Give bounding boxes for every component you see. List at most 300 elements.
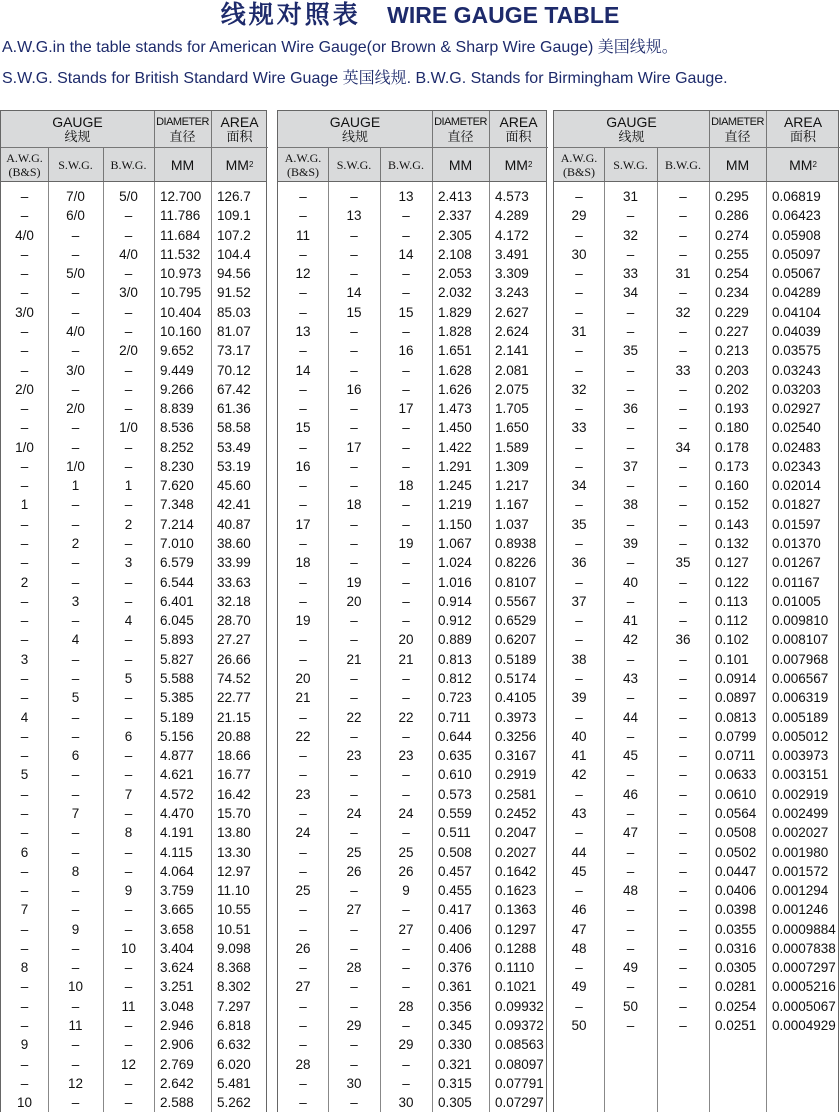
cell-swg: – bbox=[626, 420, 635, 436]
cell-area-mm2: 0.8938 bbox=[495, 536, 537, 552]
table-row bbox=[1, 1093, 266, 1112]
cell-bwg: – bbox=[402, 497, 410, 513]
cell-bwg: – bbox=[679, 979, 687, 995]
cell-bwg: – bbox=[124, 709, 133, 725]
cell-awg: 46 bbox=[571, 902, 587, 918]
cell-bwg: – bbox=[679, 902, 687, 918]
cell-awg: – bbox=[575, 401, 583, 417]
cell-swg: – bbox=[71, 902, 80, 918]
cell-diameter-mm: 3.251 bbox=[160, 979, 194, 995]
table-row bbox=[1, 1055, 266, 1074]
table-row bbox=[278, 245, 546, 264]
area-header bbox=[766, 111, 840, 148]
cell-awg: – bbox=[575, 574, 583, 590]
cell-diameter-mm: 0.0502 bbox=[715, 844, 757, 860]
cell-awg: 11 bbox=[295, 227, 310, 243]
cell-awg: – bbox=[299, 1075, 307, 1091]
cell-awg: – bbox=[575, 671, 583, 686]
gauge-header-en: GAUGE bbox=[52, 114, 103, 130]
cell-area-mm2: 3.491 bbox=[495, 246, 529, 262]
cell-awg: 24 bbox=[295, 825, 311, 841]
cell-area-mm2: 0.07297 bbox=[495, 1095, 544, 1111]
cell-awg: 21 bbox=[295, 690, 311, 706]
cell-swg: – bbox=[71, 883, 80, 899]
table-row bbox=[1, 939, 266, 958]
cell-swg: 43 bbox=[622, 671, 639, 686]
cell-swg: 22 bbox=[346, 709, 362, 725]
cell-diameter-mm: 0.0799 bbox=[715, 728, 757, 744]
cell-swg: 42 bbox=[622, 632, 639, 648]
cell-bwg: – bbox=[679, 1018, 687, 1034]
cell-awg: 1 bbox=[20, 497, 29, 513]
cell-bwg: – bbox=[402, 979, 410, 995]
cell-bwg: – bbox=[679, 574, 687, 590]
cell-diameter-mm: 0.455 bbox=[438, 883, 472, 899]
cell-bwg: – bbox=[124, 1075, 133, 1091]
cell-diameter-mm: 8.536 bbox=[160, 420, 194, 436]
cell-area-mm2: 67.42 bbox=[217, 381, 251, 397]
gauge-header-cn: 线规 bbox=[64, 130, 91, 145]
cell-diameter-mm: 7.214 bbox=[160, 516, 194, 532]
cell-bwg: – bbox=[402, 613, 410, 629]
gauge-header-cn: 线规 bbox=[618, 130, 645, 145]
table-row bbox=[278, 264, 546, 283]
cell-area-mm2: 0.0007838 bbox=[772, 940, 836, 956]
cell-swg: 14 bbox=[346, 285, 362, 301]
cell-area-mm2: 0.04104 bbox=[772, 304, 821, 320]
table-row bbox=[1, 380, 266, 399]
cell-diameter-mm: 0.610 bbox=[438, 767, 472, 783]
area-header bbox=[489, 111, 548, 148]
cell-area-mm2: 0.005189 bbox=[772, 709, 829, 725]
cell-bwg: – bbox=[679, 998, 687, 1014]
cell-awg: 3 bbox=[20, 651, 29, 667]
cell-swg: 49 bbox=[622, 960, 639, 976]
awg-header bbox=[1, 148, 48, 181]
cell-bwg: – bbox=[124, 323, 133, 339]
cell-diameter-mm: 0.203 bbox=[715, 362, 749, 378]
cell-area-mm2: 0.002919 bbox=[772, 786, 829, 802]
cell-area-mm2: 0.01370 bbox=[772, 536, 821, 552]
cell-bwg: – bbox=[402, 227, 410, 243]
table-row bbox=[278, 1074, 546, 1093]
cell-area-mm2: 22.77 bbox=[217, 690, 251, 706]
cell-swg: – bbox=[626, 208, 635, 224]
cell-diameter-mm: 10.160 bbox=[160, 323, 202, 339]
cell-awg: – bbox=[299, 189, 307, 204]
cell-area-mm2: 0.02014 bbox=[772, 478, 821, 494]
cell-diameter-mm: 5.189 bbox=[160, 709, 194, 725]
cell-swg: – bbox=[626, 362, 635, 378]
table-body bbox=[1, 182, 266, 1112]
cell-swg: 2 bbox=[71, 536, 80, 552]
cell-swg: – bbox=[71, 709, 80, 725]
cell-swg: – bbox=[350, 632, 358, 648]
cell-bwg: – bbox=[402, 381, 410, 397]
table-row bbox=[1, 900, 266, 919]
cell-diameter-mm: 4.115 bbox=[160, 844, 193, 860]
cell-awg: 28 bbox=[295, 1056, 311, 1072]
cell-swg: – bbox=[626, 863, 635, 879]
cell-swg: – bbox=[71, 285, 80, 301]
table-row bbox=[1, 573, 266, 592]
cell-diameter-mm: 4.064 bbox=[160, 863, 194, 879]
cell-bwg: – bbox=[124, 266, 133, 282]
table-row bbox=[278, 900, 546, 919]
cell-diameter-mm: 0.511 bbox=[438, 825, 471, 841]
cell-bwg: – bbox=[402, 767, 410, 783]
cell-diameter-mm: 0.321 bbox=[438, 1056, 472, 1072]
table-row bbox=[278, 399, 546, 418]
cell-swg: 11 bbox=[68, 1018, 83, 1034]
cell-swg: 6/0 bbox=[66, 208, 85, 224]
table-row bbox=[278, 688, 546, 707]
cell-area-mm2: 1.309 bbox=[495, 458, 529, 474]
cell-bwg: – bbox=[124, 497, 133, 513]
cell-awg: – bbox=[299, 1095, 307, 1111]
cell-area-mm2: 8.302 bbox=[217, 979, 251, 995]
table-row bbox=[554, 476, 838, 495]
cell-awg: 41 bbox=[571, 748, 587, 764]
cell-area-mm2: 70.12 bbox=[217, 362, 251, 378]
cell-area-mm2: 0.006319 bbox=[772, 690, 829, 706]
cell-bwg: 1 bbox=[124, 478, 133, 494]
table-row bbox=[554, 804, 838, 823]
cell-area-mm2: 0.3256 bbox=[495, 728, 537, 744]
mm2-label: MM bbox=[225, 156, 249, 173]
table-row bbox=[554, 688, 838, 707]
cell-diameter-mm: 0.0254 bbox=[715, 998, 757, 1014]
cell-bwg: – bbox=[124, 805, 133, 821]
gauge-header-cn: 线规 bbox=[341, 130, 368, 145]
cell-bwg: – bbox=[124, 632, 133, 648]
cell-awg: – bbox=[20, 979, 29, 995]
cell-awg: – bbox=[20, 266, 29, 282]
mm2-header bbox=[211, 148, 268, 181]
cell-swg: 24 bbox=[346, 805, 362, 821]
cell-awg: – bbox=[20, 748, 29, 764]
table-row bbox=[278, 303, 546, 322]
cell-area-mm2: 81.07 bbox=[217, 323, 251, 339]
cell-awg: – bbox=[299, 497, 307, 513]
cell-swg: – bbox=[350, 613, 358, 629]
table-row bbox=[1, 958, 266, 977]
table-row bbox=[1, 727, 266, 746]
cell-area-mm2: 32.18 bbox=[217, 593, 251, 609]
cell-diameter-mm: 2.337 bbox=[438, 208, 472, 224]
cell-diameter-mm: 1.245 bbox=[438, 478, 472, 494]
page-title bbox=[0, 0, 840, 30]
cell-bwg: – bbox=[679, 960, 687, 976]
cell-bwg: – bbox=[402, 574, 410, 590]
cell-awg: 47 bbox=[571, 921, 587, 937]
table-row bbox=[278, 573, 546, 592]
cell-awg: – bbox=[299, 651, 307, 667]
cell-diameter-mm: 0.912 bbox=[438, 613, 472, 629]
table-row bbox=[278, 457, 546, 476]
table-row bbox=[1, 438, 266, 457]
swg-header: S.W.G. bbox=[336, 157, 372, 172]
table-row bbox=[554, 650, 838, 669]
table-row bbox=[554, 592, 838, 611]
cell-diameter-mm: 3.665 bbox=[160, 902, 194, 918]
cell-swg: 16 bbox=[346, 381, 362, 397]
table-row bbox=[278, 785, 546, 804]
cell-awg: 12 bbox=[295, 266, 311, 282]
cell-diameter-mm: 0.122 bbox=[715, 574, 749, 590]
area-header-en: AREA bbox=[499, 114, 538, 130]
table-row bbox=[278, 476, 546, 495]
cell-bwg: – bbox=[679, 401, 687, 417]
cell-area-mm2: 0.05097 bbox=[772, 246, 821, 262]
cell-bwg: – bbox=[124, 208, 133, 224]
cell-diameter-mm: 0.0398 bbox=[715, 902, 757, 918]
cell-area-mm2: 0.1297 bbox=[495, 921, 537, 937]
table-row bbox=[1, 534, 266, 553]
cell-diameter-mm: 8.252 bbox=[160, 439, 194, 455]
table-row bbox=[278, 187, 546, 206]
table-row bbox=[278, 206, 546, 225]
cell-bwg: 29 bbox=[398, 1037, 414, 1053]
cell-diameter-mm: 0.914 bbox=[438, 593, 472, 609]
cell-swg: – bbox=[71, 343, 80, 359]
cell-awg: – bbox=[575, 458, 583, 474]
table-row bbox=[1, 765, 266, 784]
table-row bbox=[554, 399, 838, 418]
cell-bwg: – bbox=[402, 825, 410, 841]
table-row bbox=[1, 361, 266, 380]
gauge-header bbox=[1, 111, 154, 148]
table-row bbox=[554, 534, 838, 553]
cell-awg: 43 bbox=[571, 805, 587, 821]
table-row bbox=[1, 476, 266, 495]
cell-area-mm2: 21.15 bbox=[217, 709, 251, 725]
table-row bbox=[278, 862, 546, 881]
cell-area-mm2: 1.589 bbox=[495, 439, 529, 455]
cell-area-mm2: 0.03203 bbox=[772, 381, 821, 397]
cell-awg: 45 bbox=[571, 863, 587, 879]
diameter-header-cn: 直径 bbox=[724, 130, 751, 145]
cell-swg: 18 bbox=[346, 497, 362, 513]
cell-swg: 6 bbox=[71, 748, 80, 764]
cell-swg: 17 bbox=[346, 439, 362, 455]
cell-area-mm2: 0.009810 bbox=[772, 613, 829, 629]
bwg-header: B.W.G. bbox=[110, 157, 147, 172]
cell-area-mm2: 0.001572 bbox=[772, 863, 829, 879]
table-row bbox=[554, 226, 838, 245]
cell-bwg: 27 bbox=[398, 921, 414, 937]
cell-awg: – bbox=[20, 478, 29, 494]
cell-swg: – bbox=[350, 690, 358, 706]
table-row bbox=[1, 611, 266, 630]
cell-area-mm2: 0.01005 bbox=[772, 593, 821, 609]
cell-swg: 15 bbox=[346, 304, 362, 320]
cell-bwg: – bbox=[124, 458, 133, 474]
cell-awg: – bbox=[575, 632, 583, 648]
cell-swg: 41 bbox=[622, 613, 639, 629]
cell-swg: 4 bbox=[71, 632, 80, 648]
cell-swg: – bbox=[71, 246, 80, 262]
cell-diameter-mm: 0.376 bbox=[438, 960, 472, 976]
table-row bbox=[554, 303, 838, 322]
table-row bbox=[278, 611, 546, 630]
cell-bwg: – bbox=[124, 902, 133, 918]
cell-bwg: 18 bbox=[398, 478, 414, 494]
cell-swg: – bbox=[350, 1095, 358, 1111]
cell-area-mm2: 0.09372 bbox=[495, 1018, 544, 1034]
cell-area-mm2: 0.006567 bbox=[772, 671, 829, 686]
cell-bwg: – bbox=[124, 381, 133, 397]
cell-area-mm2: 1.705 bbox=[495, 401, 529, 417]
cell-area-mm2: 0.2919 bbox=[495, 767, 537, 783]
cell-bwg: – bbox=[679, 671, 687, 686]
cell-awg: 6 bbox=[20, 844, 29, 860]
cell-swg: 38 bbox=[622, 497, 639, 513]
cell-bwg: 4/0 bbox=[119, 246, 138, 262]
cell-diameter-mm: 1.016 bbox=[438, 574, 472, 590]
cell-bwg: – bbox=[679, 883, 687, 899]
cell-swg: – bbox=[350, 940, 358, 956]
mm2-superscript: 2 bbox=[248, 160, 254, 169]
cell-area-mm2: 0.0004929 bbox=[772, 1018, 836, 1034]
cell-awg: – bbox=[575, 536, 583, 552]
cell-awg: 2/0 bbox=[15, 381, 34, 397]
table-row bbox=[554, 418, 838, 437]
table-row bbox=[278, 380, 546, 399]
cell-diameter-mm: 0.254 bbox=[715, 266, 749, 282]
cell-diameter-mm: 0.889 bbox=[438, 632, 472, 648]
cell-awg: – bbox=[575, 960, 583, 976]
cell-awg: 33 bbox=[571, 420, 587, 436]
cell-bwg: 23 bbox=[398, 748, 414, 764]
cell-swg: 19 bbox=[346, 574, 362, 590]
table-row bbox=[278, 920, 546, 939]
cell-bwg: 25 bbox=[398, 844, 414, 860]
cell-swg: – bbox=[71, 497, 80, 513]
table-row bbox=[554, 843, 838, 862]
diameter-header bbox=[432, 111, 489, 148]
table-row bbox=[554, 939, 838, 958]
cell-swg: – bbox=[626, 902, 635, 918]
table-row bbox=[1, 553, 266, 572]
cell-bwg: – bbox=[124, 227, 133, 243]
cell-swg: 35 bbox=[622, 343, 639, 359]
table-row bbox=[278, 534, 546, 553]
table-row bbox=[1, 746, 266, 765]
cell-area-mm2: 0.3973 bbox=[495, 709, 537, 725]
cell-bwg: – bbox=[679, 497, 687, 513]
cell-diameter-mm: 9.449 bbox=[160, 362, 194, 378]
table-row bbox=[278, 823, 546, 842]
cell-swg: – bbox=[350, 1056, 358, 1072]
cell-bwg: – bbox=[679, 536, 687, 552]
table-row bbox=[554, 630, 838, 649]
cell-diameter-mm: 1.651 bbox=[438, 343, 472, 359]
cell-diameter-mm: 5.588 bbox=[160, 671, 194, 686]
cell-area-mm2: 28.70 bbox=[217, 613, 251, 629]
cell-bwg: – bbox=[402, 208, 410, 224]
cell-bwg: – bbox=[124, 439, 133, 455]
table-row bbox=[1, 630, 266, 649]
cell-diameter-mm: 0.152 bbox=[715, 497, 749, 513]
cell-diameter-mm: 0.0281 bbox=[715, 979, 757, 995]
cell-bwg: – bbox=[124, 1037, 133, 1053]
table-row bbox=[554, 727, 838, 746]
cell-swg: – bbox=[71, 651, 80, 667]
table-row bbox=[1, 1074, 266, 1093]
cell-swg: 7 bbox=[71, 805, 80, 821]
cell-bwg: – bbox=[124, 960, 133, 976]
cell-swg: – bbox=[350, 825, 358, 841]
table-header bbox=[554, 111, 838, 182]
cell-swg: 29 bbox=[346, 1018, 362, 1034]
cell-swg: 4/0 bbox=[66, 323, 85, 339]
cell-awg: 3/0 bbox=[15, 304, 34, 320]
cell-awg: – bbox=[299, 574, 307, 590]
cell-area-mm2: 3.243 bbox=[495, 285, 529, 301]
cell-awg: 25 bbox=[295, 883, 311, 899]
table-row bbox=[554, 746, 838, 765]
cell-diameter-mm: 1.291 bbox=[438, 458, 472, 474]
cell-bwg: – bbox=[679, 189, 687, 204]
cell-area-mm2: 11.10 bbox=[217, 883, 250, 899]
table-row bbox=[278, 746, 546, 765]
cell-awg: – bbox=[299, 902, 307, 918]
cell-awg: – bbox=[20, 690, 29, 706]
cell-awg: – bbox=[575, 883, 583, 899]
table-row bbox=[1, 843, 266, 862]
cell-swg: – bbox=[71, 381, 80, 397]
cell-diameter-mm: 1.626 bbox=[438, 381, 472, 397]
cell-swg: 44 bbox=[622, 709, 639, 725]
cell-area-mm2: 0.01827 bbox=[772, 497, 821, 513]
diameter-header-en: DIAMETER bbox=[434, 116, 487, 128]
area-header bbox=[211, 111, 268, 148]
cell-awg: 34 bbox=[571, 478, 587, 494]
cell-awg: – bbox=[20, 285, 29, 301]
cell-diameter-mm: 2.946 bbox=[160, 1018, 194, 1034]
diameter-header bbox=[709, 111, 766, 148]
cell-awg: – bbox=[299, 960, 307, 976]
cell-diameter-mm: 6.544 bbox=[160, 574, 194, 590]
cell-area-mm2: 2.627 bbox=[495, 304, 529, 320]
table-header bbox=[278, 111, 546, 182]
cell-bwg: – bbox=[679, 516, 687, 532]
cell-area-mm2: 0.8107 bbox=[495, 574, 537, 590]
cell-swg: – bbox=[350, 343, 358, 359]
cell-swg: – bbox=[350, 555, 358, 571]
cell-bwg: 5/0 bbox=[119, 189, 138, 204]
cell-diameter-mm: 0.132 bbox=[715, 536, 749, 552]
cell-area-mm2: 0.002027 bbox=[772, 825, 829, 841]
cell-awg: – bbox=[20, 998, 29, 1014]
table-row bbox=[554, 264, 838, 283]
table-row bbox=[278, 939, 546, 958]
table-row bbox=[554, 977, 838, 996]
cell-area-mm2: 0.2452 bbox=[495, 805, 537, 821]
cell-bwg: – bbox=[124, 1095, 133, 1111]
cell-bwg: – bbox=[402, 728, 410, 744]
cell-bwg: 9 bbox=[402, 883, 410, 899]
table-row bbox=[554, 765, 838, 784]
cell-diameter-mm: 0.723 bbox=[438, 690, 472, 706]
cell-awg: – bbox=[20, 632, 29, 648]
gauge-header-en: GAUGE bbox=[606, 114, 657, 130]
cell-area-mm2: 6.632 bbox=[217, 1037, 251, 1053]
table-body bbox=[278, 182, 546, 1112]
cell-diameter-mm: 0.0508 bbox=[715, 825, 757, 841]
cell-swg: 40 bbox=[622, 574, 639, 590]
